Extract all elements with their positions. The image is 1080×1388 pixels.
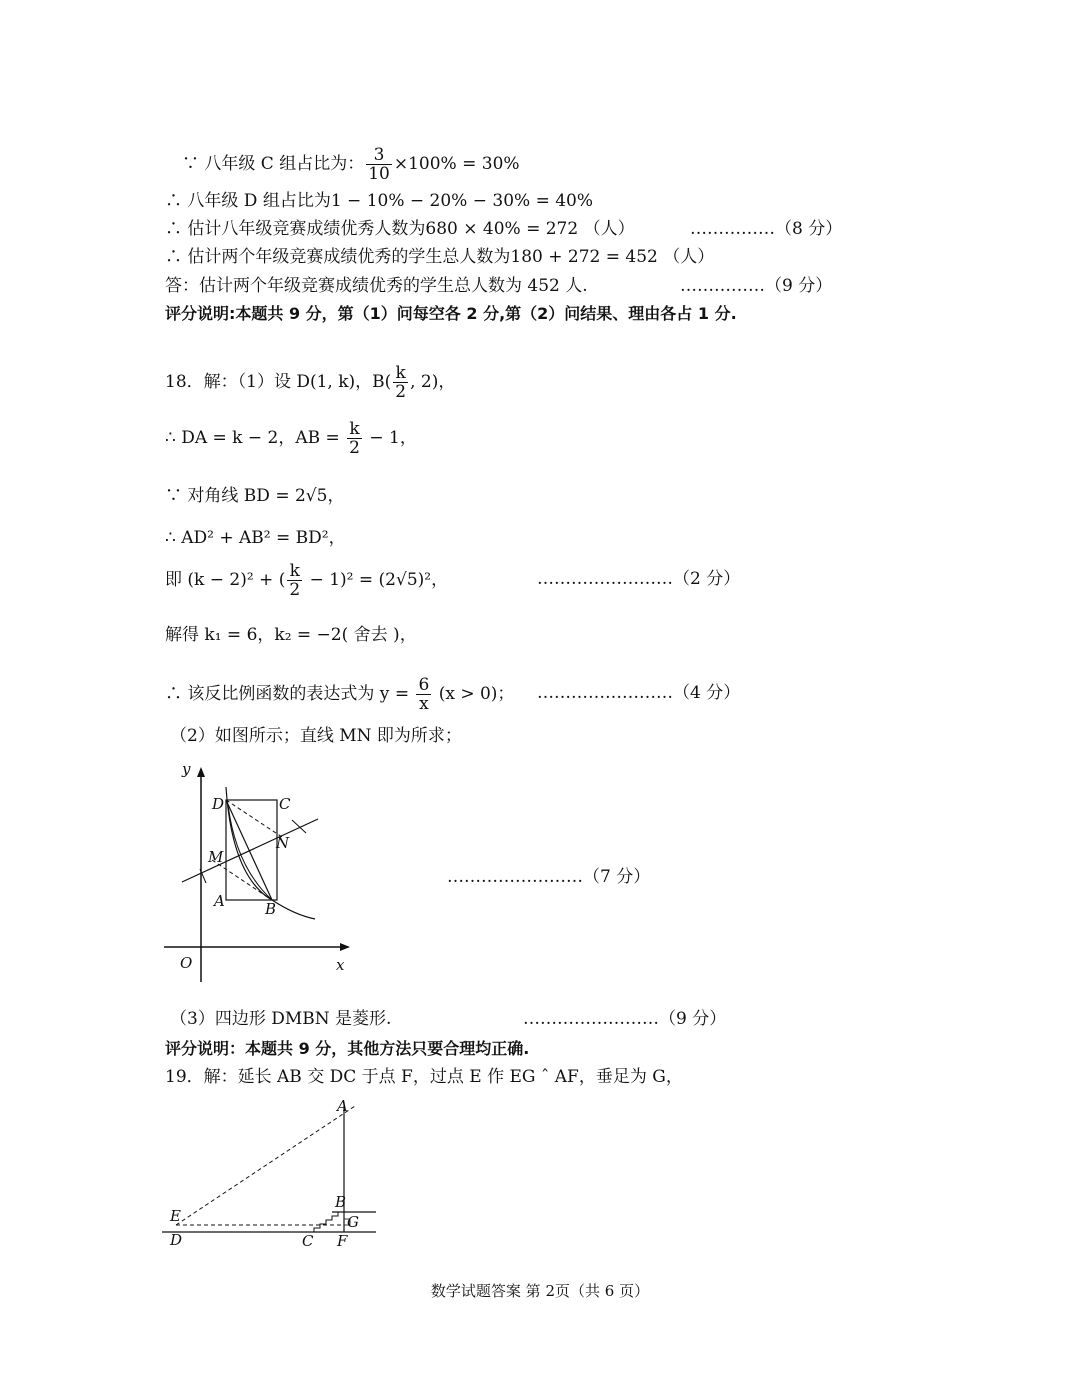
q17-score-9: ……………（9 分） <box>680 276 833 296</box>
q18-score-2: ……………………（2 分） <box>537 569 741 589</box>
text: 18．解：（1）设 D(1, k)，B( <box>165 372 392 392</box>
denominator: 10 <box>368 164 390 184</box>
denominator: x <box>419 694 429 714</box>
q18-line-solve: 解得 k₁ = 6，k₂ = −2( 舍去 )， <box>165 625 417 645</box>
y-axis-arrow <box>197 767 205 777</box>
label-n: N <box>276 834 290 852</box>
text: ∴ DA = k − 2，AB = <box>165 428 346 448</box>
fraction <box>347 420 362 457</box>
denominator: 2 <box>289 580 301 600</box>
fraction <box>393 364 408 401</box>
q17-line-answer: 答：估计两个年级竞赛成绩优秀的学生总人数为 452 人. <box>165 276 588 296</box>
q17-line-total: ∴ 估计两个年级竞赛成绩优秀的学生总人数为180 + 272 = 452 （人） <box>165 247 715 267</box>
label-g: G <box>347 1213 359 1231</box>
text: − 1， <box>364 428 417 448</box>
q17-scoring-note: 评分说明:本题共 9 分，第（1）问每空各 2 分,第（2）问结果、理由各占 1 分. <box>165 304 737 323</box>
fraction <box>416 676 431 713</box>
label-d: D <box>170 1231 183 1249</box>
q18-score-9: ……………………（9 分） <box>523 1009 727 1029</box>
q18-line-da-ab <box>165 420 417 457</box>
dashed-ea <box>176 1106 355 1225</box>
q18-line-part2: （2）如图所示；直线 MN 即为所求； <box>170 726 462 746</box>
numerator: 3 <box>366 146 392 165</box>
q18-line-expression <box>165 676 514 713</box>
label-f: F <box>337 1232 348 1250</box>
denominator: 2 <box>395 382 407 402</box>
label-x: x <box>336 956 345 974</box>
label-d: D <box>212 795 225 813</box>
text: ∵ 八年级 C 组占比为： <box>182 154 365 174</box>
label-m: M <box>208 848 224 866</box>
label-y: y <box>182 760 191 778</box>
label-a: A <box>337 1097 348 1115</box>
numerator: k <box>393 364 408 383</box>
q18-score-7: ……………………（7 分） <box>447 867 651 887</box>
q18-line-diagonal: ∵ 对角线 BD = 2√5， <box>165 486 345 506</box>
text: ∴ 该反比例函数的表达式为 y = <box>165 684 415 704</box>
q18-score-4: ……………………（4 分） <box>537 683 741 703</box>
q18-coordinate-figure <box>160 757 360 982</box>
fraction <box>287 562 302 599</box>
q17-line-c-group <box>182 146 520 183</box>
denominator: 2 <box>349 438 360 458</box>
q18-line-pythagoras: ∴ AD² + AB² = BD²， <box>165 528 346 548</box>
fraction <box>366 146 392 183</box>
numerator: k <box>347 420 362 439</box>
q18-line-set-points <box>165 364 455 401</box>
label-a: A <box>214 892 225 910</box>
label-c: C <box>302 1232 314 1250</box>
label-e: E <box>170 1207 181 1225</box>
label-o: O <box>180 954 193 972</box>
label-b: B <box>335 1193 347 1211</box>
text: (x > 0)； <box>433 684 515 704</box>
arc-mark-right <box>292 820 306 833</box>
numerator: 6 <box>418 675 430 695</box>
label-b: B <box>265 900 277 918</box>
label-c: C <box>279 795 291 813</box>
text: 即 (k − 2)² + ( <box>165 570 286 590</box>
text: ×100% = 30% <box>393 154 520 174</box>
q17-line-estimate-8: ∴ 估计八年级竞赛成绩优秀人数为680 × 40% = 272 （人） <box>165 219 635 239</box>
page-footer: 数学试题答案 第 2页（共 6 页） <box>430 1282 650 1300</box>
text: − 1)² = (2√5)²， <box>304 570 449 590</box>
text: , 2)， <box>410 372 456 392</box>
q17-score-8: ……………（8 分） <box>690 219 843 239</box>
x-axis-arrow <box>340 943 350 951</box>
stairs <box>314 1212 344 1232</box>
q18-line-equation <box>165 562 448 599</box>
q18-line-part3: （3）四边形 DMBN 是菱形. <box>170 1009 392 1029</box>
q18-scoring-note: 评分说明：本题共 9 分，其他方法只要合理均正确. <box>165 1039 530 1058</box>
q19-geometry-figure <box>160 1092 385 1252</box>
numerator: k <box>287 562 302 581</box>
q19-line-intro: 19．解：延长 AB 交 DC 于点 F，过点 E 作 EG ˆ AF，垂足为 G， <box>165 1067 683 1087</box>
q17-line-d-group: ∴ 八年级 D 组占比为1 − 10% − 20% − 30% = 40% <box>165 191 594 211</box>
